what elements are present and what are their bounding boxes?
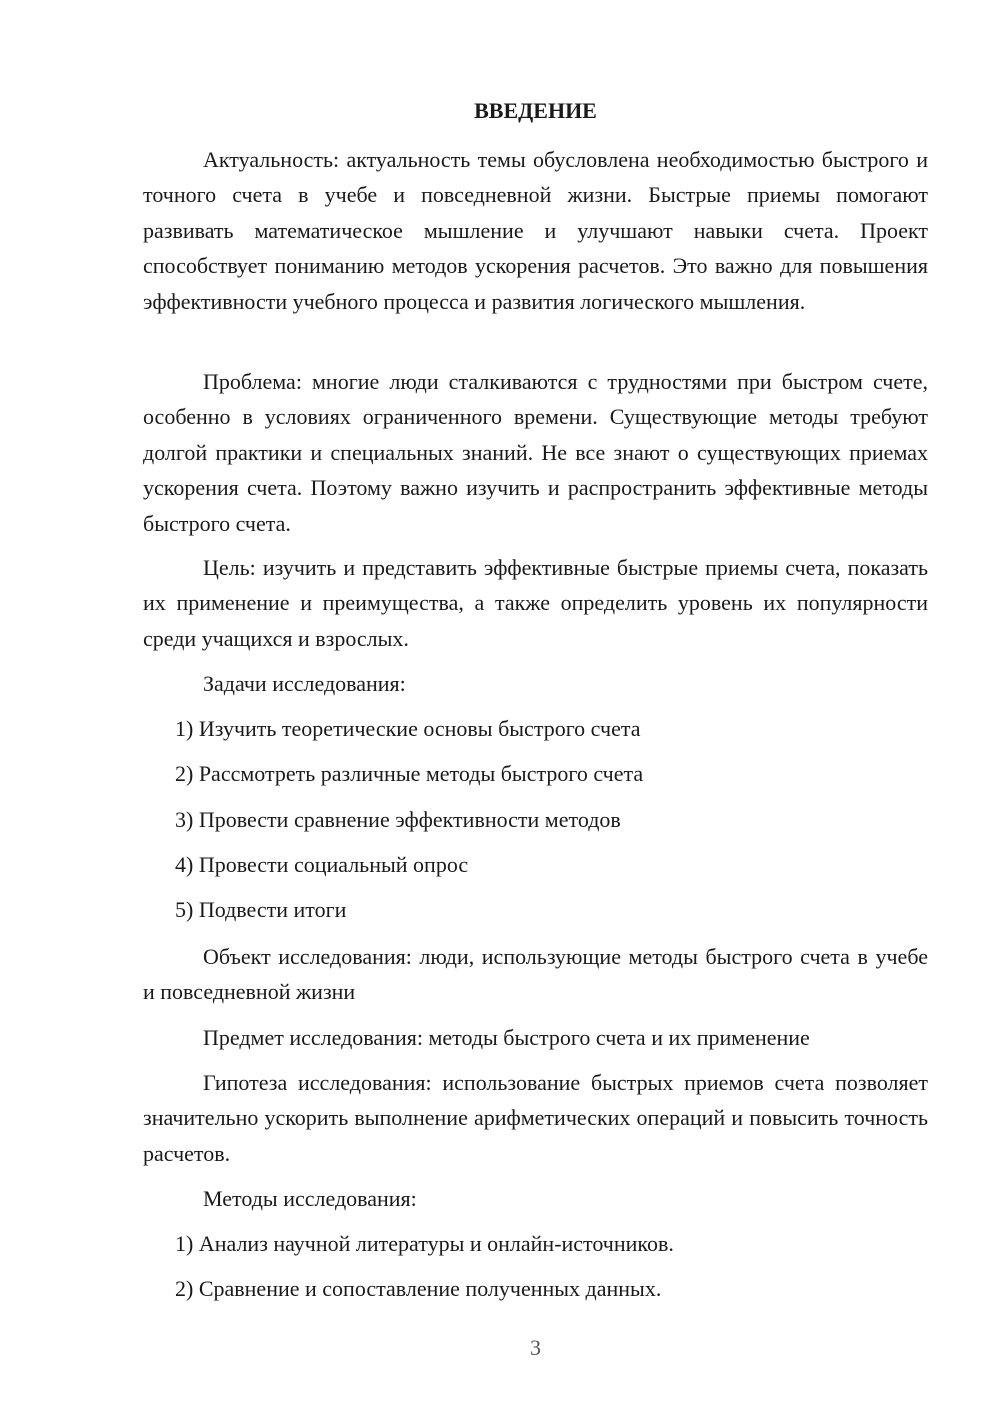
task-item-3: 3) Провести сравнение эффективности методов xyxy=(175,807,621,832)
task-item-2: 2) Рассмотреть различные методы быстрого счета xyxy=(175,761,644,786)
methods-heading: Методы исследования: xyxy=(203,1186,417,1211)
task-item-1: 1) Изучить теоретические основы быстрого счета xyxy=(175,716,641,741)
paragraph-object: Объект исследования: люди, использующие методы быстрого счета в учебе и повседневной жизни xyxy=(143,944,928,1005)
paragraph-goal: Цель: изучить и представить эффективные быстрые приемы счета, показать их применение и преимущества, а также определить уровень их популярности среди учащихся и взрослых. xyxy=(143,555,928,651)
paragraph-hypothesis: Гипотеза исследования: использование быстрых приемов счета позволяет значительно ускорить выполнение арифметических операций и повысить точность расчетов. xyxy=(143,1070,928,1166)
page-number: 3 xyxy=(530,1335,541,1360)
paragraph-subject: Предмет исследования: методы быстрого счета и их применение xyxy=(203,1025,810,1050)
task-item-4: 4) Провести социальный опрос xyxy=(175,852,469,877)
task-item-5: 5) Подвести итоги xyxy=(175,897,347,922)
tasks-heading: Задачи исследования: xyxy=(203,671,406,696)
paragraph-relevance: Актуальность: актуальность темы обусловлена необходимостью быстрого и точного счета в учебе и повседневной жизни. Быстрые приемы помогают развивать математическое мышление и улучшают навыки счета. Проект способствует пониманию методов ускорения расчетов. Это важно для повышения эффективности учебного процесса и развития логического мышления. xyxy=(143,147,928,314)
section-heading: ВВЕДЕНИЕ xyxy=(474,98,597,123)
paragraph-problem: Проблема: многие люди сталкиваются с трудностями при быстром счете, особенно в условиях ограниченного времени. Существующие методы требуют долгой практики и специальных знаний. Не все знают о существующих приемах ускорения счета. Поэтому важно изучить и распространить эффективные методы быстрого счета. xyxy=(143,369,928,536)
method-item-2: 2) Сравнение и сопоставление полученных данных. xyxy=(175,1276,662,1301)
method-item-1: 1) Анализ научной литературы и онлайн-источников. xyxy=(175,1231,674,1256)
